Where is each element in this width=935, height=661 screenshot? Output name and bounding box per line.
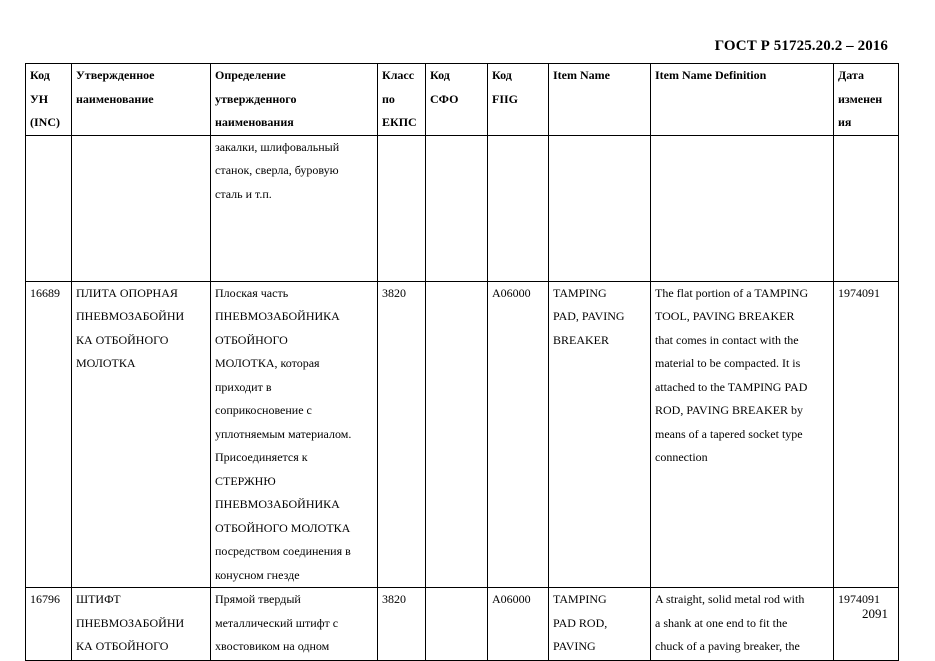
- col-header-item-name: Item Name: [549, 64, 651, 136]
- cell-approved-name: ШТИФТ ПНЕВМОЗАБОЙНИ КА ОТБОЙНОГО: [72, 588, 211, 661]
- table-row: [26, 135, 899, 281]
- table-header-row: [26, 64, 899, 136]
- col-header-item-definition: Item Name Definition: [651, 64, 834, 136]
- page-number: 2091: [862, 606, 888, 621]
- cell-item-definition: A straight, solid metal rod with a shank at one end to fit the chuck of a paving breaker, the: [651, 588, 834, 661]
- cell-fiig: A06000: [488, 281, 549, 588]
- cell-definition: закалки, шлифовальный станок, сверла, буровую сталь и т.п.: [211, 135, 378, 281]
- cell-definition: Прямой твердый металлический штифт с хвостовиком на одном: [211, 588, 378, 661]
- cell-sfo: [426, 588, 488, 661]
- col-header-date: Дата изменен ия: [834, 64, 899, 136]
- cell-fiig: A06000: [488, 588, 549, 661]
- cell-inc: [26, 135, 72, 281]
- col-header-definition: Определение утвержденного наименования: [211, 64, 378, 136]
- cell-item-name: TAMPING PAD, PAVING BREAKER: [549, 281, 651, 588]
- cell-sfo: [426, 135, 488, 281]
- cell-inc: 16796: [26, 588, 72, 661]
- col-header-class: Класс по ЕКПС: [378, 64, 426, 136]
- cell-inc: 16689: [26, 281, 72, 588]
- col-header-inc: Код УН (INC): [26, 64, 72, 136]
- cell-item-name: TAMPING PAD ROD, PAVING: [549, 588, 651, 661]
- cell-fiig: [488, 135, 549, 281]
- document-standard-header: ГОСТ Р 51725.20.2 – 2016: [714, 38, 888, 54]
- cell-item-definition: The flat portion of a TAMPING TOOL, PAVING BREAKER that comes in contact with the material to be compacted. It is attached to the TAMPING PAD ROD, PAVING BREAKER by means of a tapered socket type connection: [651, 281, 834, 588]
- cell-approved-name: [72, 135, 211, 281]
- col-header-sfo: Код СФО: [426, 64, 488, 136]
- cell-item-definition: [651, 135, 834, 281]
- cell-approved-name: ПЛИТА ОПОРНАЯ ПНЕВМОЗАБОЙНИ КА ОТБОЙНОГО МОЛОТКА: [72, 281, 211, 588]
- cell-date: [834, 135, 899, 281]
- cell-date: 1974091: [834, 588, 899, 661]
- cell-sfo: [426, 281, 488, 588]
- col-header-fiig: Код FIIG: [488, 64, 549, 136]
- catalog-table: [25, 63, 899, 661]
- table-row: [26, 281, 899, 588]
- table-row: [26, 588, 899, 661]
- cell-item-name: [549, 135, 651, 281]
- cell-date: 1974091: [834, 281, 899, 588]
- cell-definition: Плоская часть ПНЕВМОЗАБОЙНИКА ОТБОЙНОГО МОЛОТКА, которая приходит в соприкосновение с уплотняемым материалом. Присоединяется к СТЕРЖНЮ ПНЕВМОЗАБОЙНИКА ОТБОЙНОГО МОЛОТКА посредством соединения в конусном гнезде: [211, 281, 378, 588]
- col-header-approved-name: Утвержденное наименование: [72, 64, 211, 136]
- cell-class: [378, 135, 426, 281]
- cell-class: 3820: [378, 281, 426, 588]
- cell-class: 3820: [378, 588, 426, 661]
